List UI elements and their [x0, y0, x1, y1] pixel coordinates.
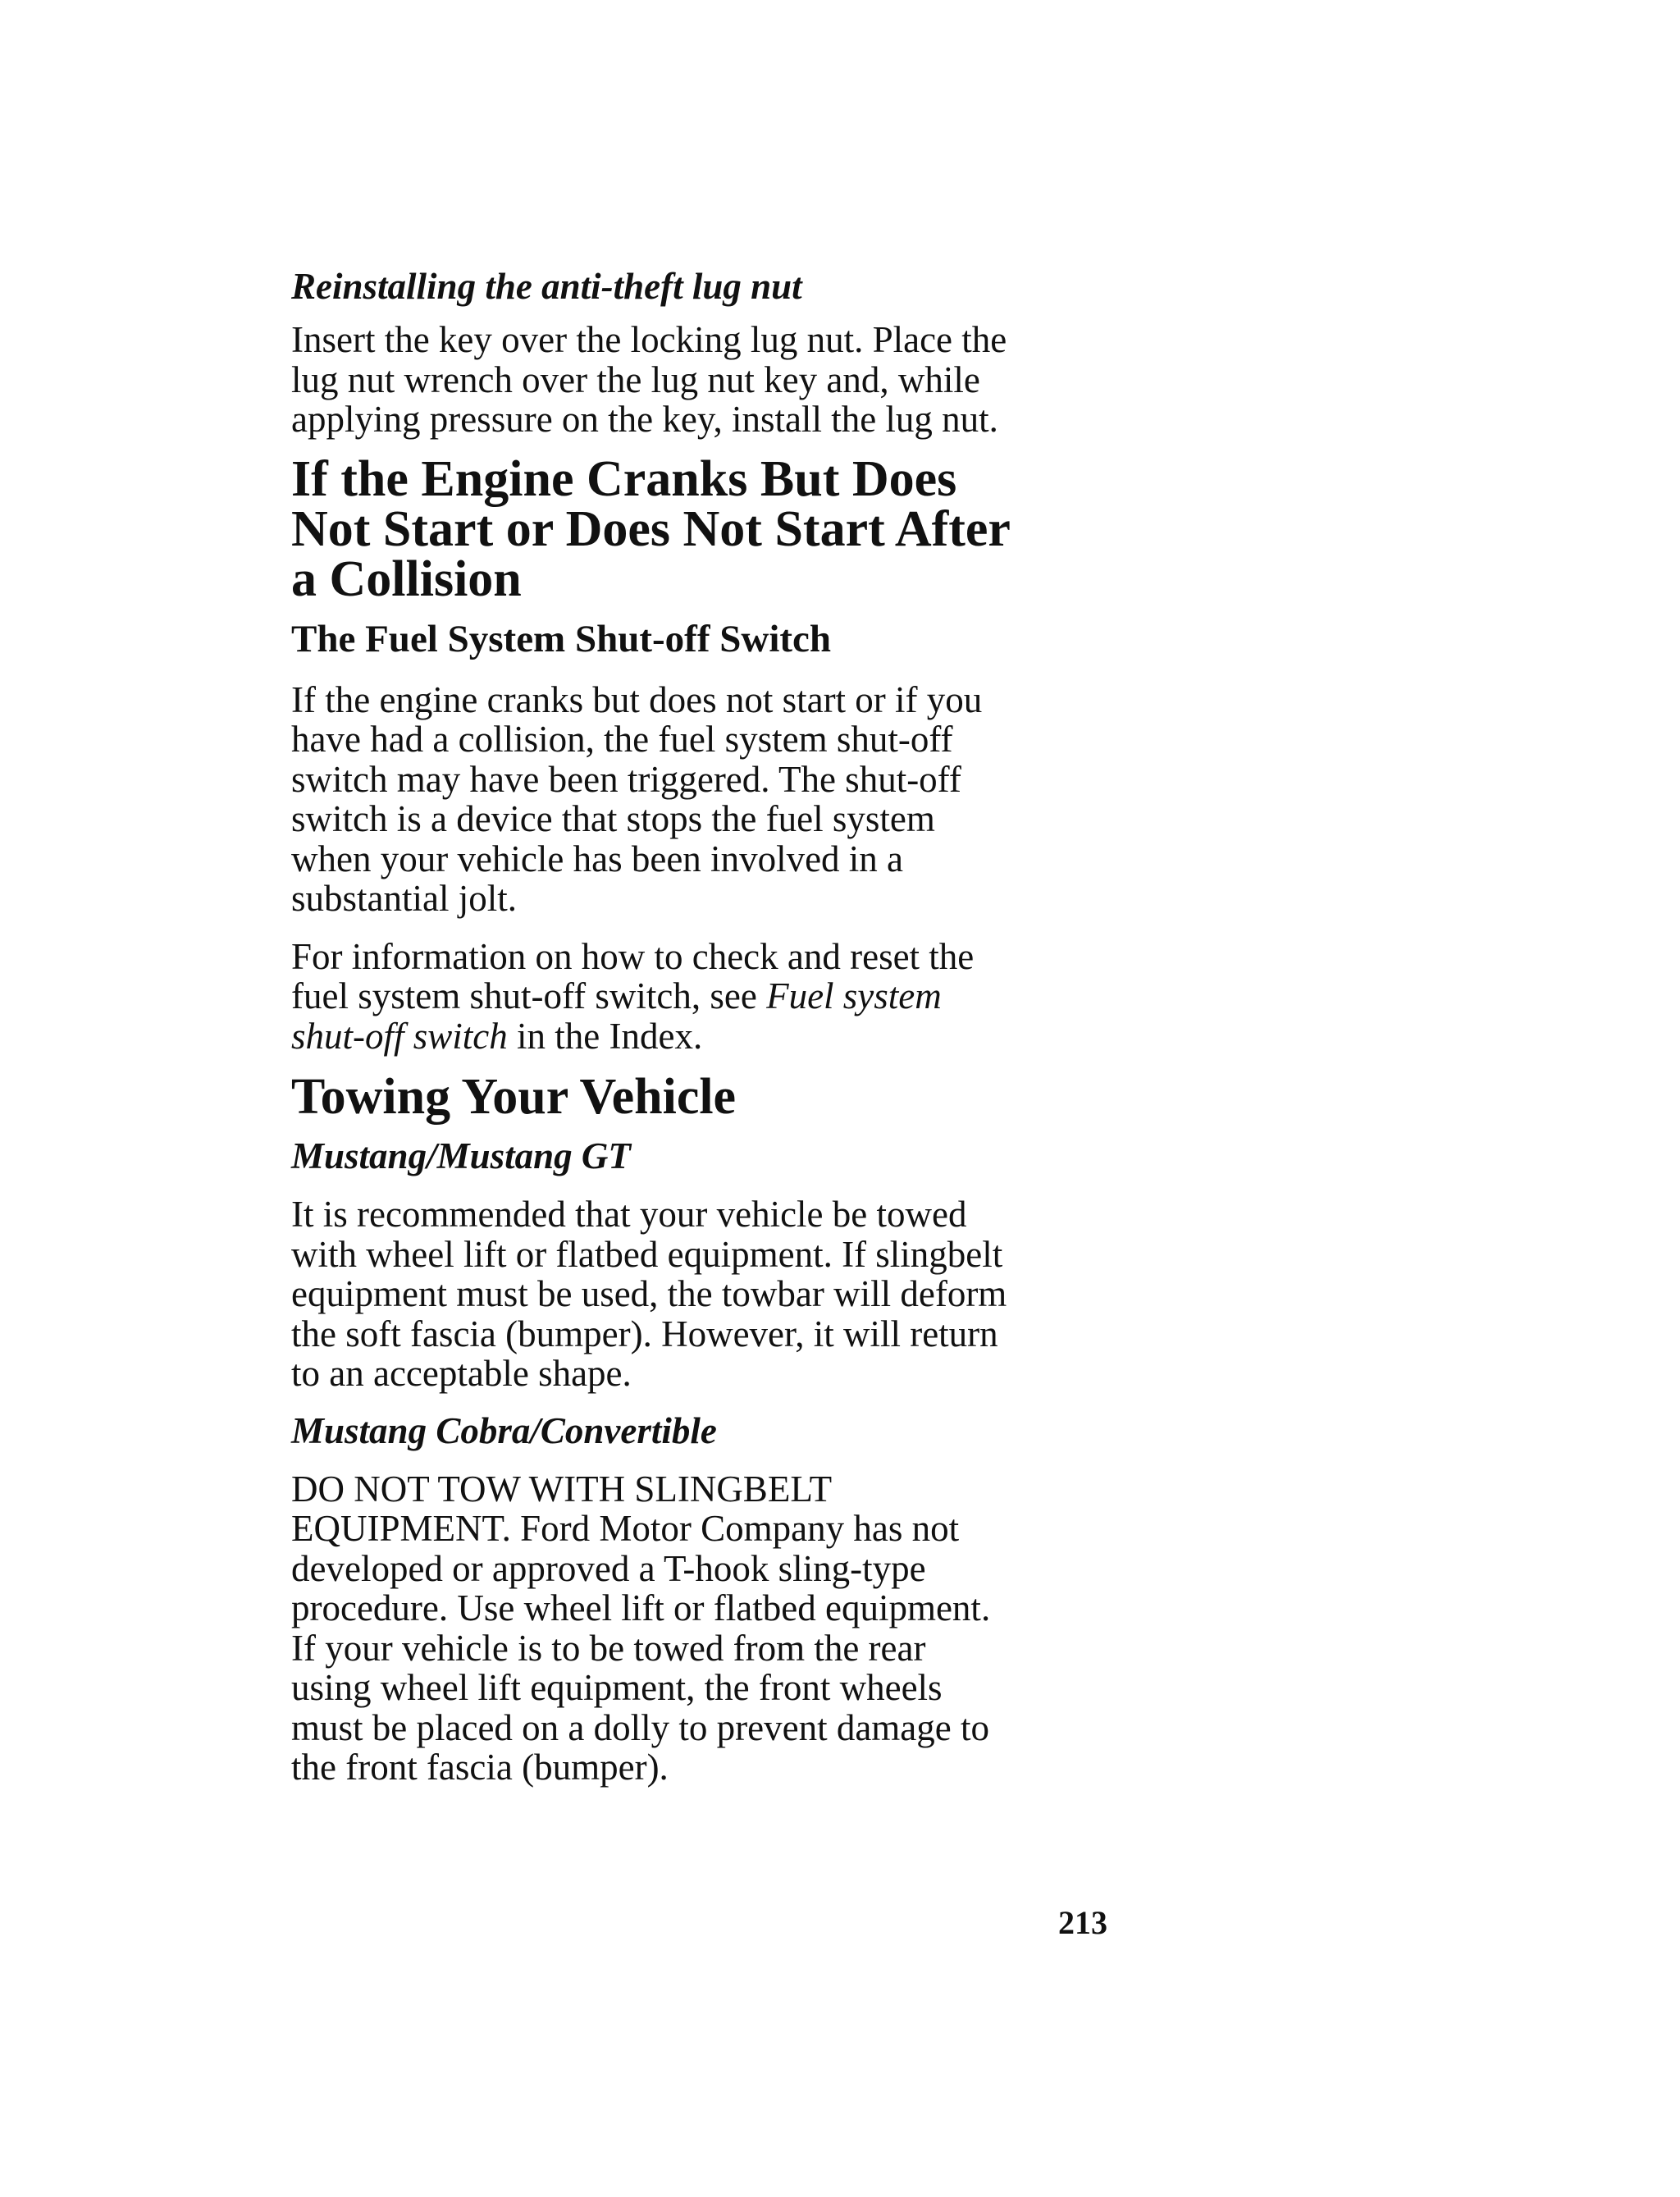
- text-line: Insert the key over the locking lug nut. Place the: [291, 319, 1007, 360]
- paragraph-mustang-gt: [291, 1194, 1116, 1394]
- text-line: If your vehicle is to be towed from the rear: [291, 1627, 926, 1669]
- text-line: the front fascia (bumper).: [291, 1747, 669, 1788]
- text-line: EQUIPMENT. Ford Motor Company has not: [291, 1508, 960, 1549]
- text-line: switch is a device that stops the fuel system: [291, 798, 935, 839]
- text-line: when your vehicle has been involved in a: [291, 838, 904, 879]
- text-line: applying pressure on the key, install the lug nut.: [291, 399, 998, 440]
- text-line: to an acceptable shape.: [291, 1353, 632, 1394]
- heading-line: Not Start or Does Not Start After: [291, 500, 1011, 557]
- text-line: switch may have been triggered. The shut-off: [291, 758, 961, 800]
- paragraph-reinstall: [291, 320, 1116, 440]
- text-line: procedure. Use wheel lift or flatbed equipment.: [291, 1587, 991, 1628]
- text-line: [291, 1016, 1116, 1057]
- text-line: the soft fascia (bumper). However, it will return: [291, 1313, 998, 1354]
- text-line: It is recommended that your vehicle be towed: [291, 1194, 967, 1235]
- text-run: fuel system shut-off switch, see: [291, 975, 767, 1016]
- paragraph-fuel-shutoff: [291, 680, 1116, 919]
- heading-reinstall-lug-nut: Reinstalling the anti-theft lug nut: [291, 266, 802, 307]
- index-reference: Fuel system: [766, 975, 942, 1016]
- heading-engine-cranks: [291, 450, 1116, 607]
- heading-mustang-gt: Mustang/Mustang GT: [291, 1135, 631, 1176]
- paragraph-fuel-shutoff-reference: [291, 937, 1116, 1057]
- text-line: have had a collision, the fuel system shut-off: [291, 719, 953, 760]
- text-line: equipment must be used, the towbar will deform: [291, 1273, 1007, 1314]
- text-line: substantial jolt.: [291, 878, 517, 919]
- text-line: [291, 976, 1116, 1016]
- text-line: must be placed on a dolly to prevent damage to: [291, 1706, 990, 1748]
- index-reference: shut-off switch: [291, 1015, 508, 1057]
- manual-page: [291, 246, 1116, 1788]
- page-number: 213: [1058, 1904, 1107, 1941]
- text-line: with wheel lift or flatbed equipment. If slingbelt: [291, 1233, 1003, 1275]
- text-line: lug nut wrench over the lug nut key and, while: [291, 359, 980, 400]
- text-run: in the Index.: [507, 1015, 703, 1057]
- heading-mustang-cobra: Mustang Cobra/Convertible: [291, 1409, 717, 1451]
- heading-towing: Towing Your Vehicle: [291, 1069, 737, 1125]
- heading-line: a Collision: [291, 550, 522, 607]
- paragraph-mustang-cobra: [291, 1469, 1116, 1788]
- heading-fuel-shutoff-switch: The Fuel System Shut-off Switch: [291, 617, 832, 660]
- heading-line: If the Engine Cranks But Does: [291, 450, 957, 507]
- text-line: using wheel lift equipment, the front wheels: [291, 1667, 943, 1708]
- text-line: developed or approved a T-hook sling-type: [291, 1547, 926, 1589]
- text-line: If the engine cranks but does not start or if you: [291, 678, 983, 720]
- text-line: For information on how to check and reset the: [291, 935, 975, 977]
- text-line: DO NOT TOW WITH SLINGBELT: [291, 1468, 833, 1510]
